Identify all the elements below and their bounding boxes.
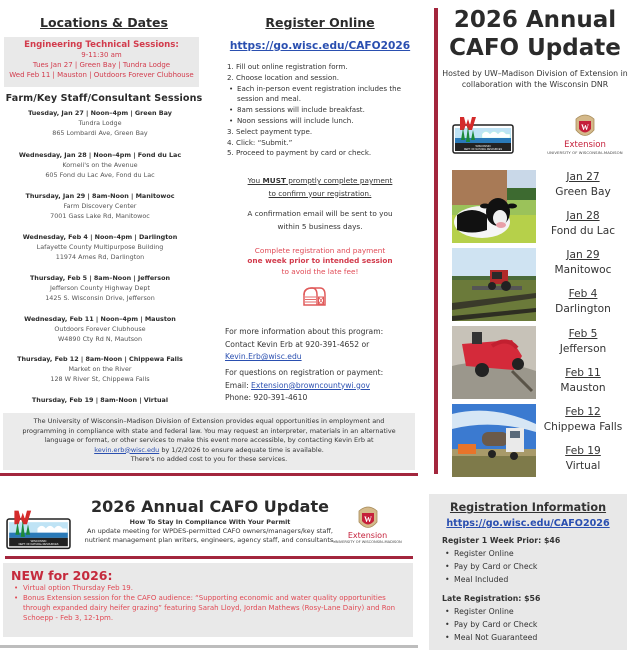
university-wordmark: UNIVERSITY OF WISCONSIN–MADISON xyxy=(333,540,402,544)
session-venue: Farm Discovery Center xyxy=(63,202,137,211)
date-place: Virtual xyxy=(565,460,601,472)
tier-item: • Pay by Card or Check xyxy=(442,618,622,631)
banner-description: An update meeting for WPDES-permitted CAFO owners/managers/key staff, nutrient management plan writers, engineers, agency staff, and consultants. xyxy=(84,527,336,544)
cow-photo xyxy=(452,170,536,243)
registration-steps xyxy=(227,62,422,159)
date-label: Feb 11 xyxy=(565,367,601,379)
tier-item: • Meal Included xyxy=(442,573,622,586)
tier-title: Late Registration: $56 xyxy=(442,594,541,603)
registration-info-link[interactable]: https://go.wisc.edu/CAFO2026 xyxy=(446,518,610,529)
disclaimer-line: by 1/2/2026 to ensure adequate time is available. xyxy=(159,445,324,454)
step: 5. Proceed to payment by card or check. xyxy=(227,148,372,158)
sub-step: • Noon sessions will include lunch. xyxy=(227,116,422,127)
date-label: Jan 28 xyxy=(566,210,600,222)
engineering-sessions-box xyxy=(4,37,199,87)
session-title: Tuesday, Jan 27 | Noon–4pm | Green Bay xyxy=(28,109,172,117)
date-place: Darlington xyxy=(555,303,611,315)
date-label: Jan 27 xyxy=(566,171,600,183)
session-item xyxy=(0,150,200,181)
new-heading: NEW for 2026: xyxy=(11,568,113,583)
new-items-list xyxy=(11,583,405,623)
late-line: to avoid the late fee! xyxy=(281,266,359,276)
late-fee-notice xyxy=(215,246,425,277)
session-address: W4890 Cty Rd N, Mautson xyxy=(57,335,143,344)
registration-link[interactable]: https://go.wisc.edu/CAFO2026 xyxy=(229,40,411,52)
engineering-line: Tues Jan 27 | Green Bay | Tundra Lodge xyxy=(32,61,171,69)
payment-notice xyxy=(215,175,425,200)
disclaimer-line: language or format, or other services to make this event more accessible, by contacting Kevin Erb at xyxy=(44,436,374,444)
svg-text:DEPT. OF NATURAL RESOURCES: DEPT. OF NATURAL RESOURCES xyxy=(463,148,503,151)
must-emphasis: MUST xyxy=(262,176,286,185)
dnr-text: WISCONSIN xyxy=(475,145,491,148)
extension-email-link[interactable]: Extension@browncountywi.gov xyxy=(251,380,370,390)
register-heading: Register Online xyxy=(265,15,375,30)
registration-info-heading: Registration Information xyxy=(449,501,607,514)
contact-line: Contact Kevin Erb at 920-391-4652 or xyxy=(225,339,370,349)
session-address: 7001 Gass Lake Rd, Manitowoc xyxy=(50,212,150,221)
disclaimer-line: The University of Wisconsin–Madison Division of Extension provides equal opportunities in employment and xyxy=(33,417,385,425)
university-wordmark: UNIVERSITY OF WISCONSIN–MADISON xyxy=(547,150,623,155)
red-divider xyxy=(5,556,413,559)
tractor-photo xyxy=(452,248,536,321)
date-label: Jan 29 xyxy=(566,249,600,261)
date-label: Feb 4 xyxy=(568,288,598,300)
manure-spreader-photo xyxy=(452,326,536,399)
step: 2. Choose location and session. xyxy=(227,72,339,82)
engineering-title: Engineering Technical Sessions: xyxy=(24,40,179,50)
wisconsin-dnr-logo xyxy=(452,116,514,154)
tier-item: • Register Online xyxy=(442,605,622,618)
session-item xyxy=(0,314,200,345)
step: 4. Click: “Submit.” xyxy=(227,137,293,147)
register-column xyxy=(215,0,425,408)
session-item xyxy=(0,191,200,222)
sub-step: • 8am sessions will include breakfast. xyxy=(227,105,422,116)
session-venue: Tundra Lodge xyxy=(78,119,122,128)
banner-title: 2026 Annual CAFO Update xyxy=(91,497,329,516)
session-title: Thursday, Feb 19 | 8am-Noon | Virtual xyxy=(31,396,169,404)
extension-wordmark: Extension xyxy=(564,140,606,150)
session-address: 11974 Ames Rd, Darlington xyxy=(55,253,145,262)
banner-subtitle: How To Stay In Compliance With Your Permit xyxy=(129,518,291,526)
phone-line: Phone: 920-391-4610 xyxy=(225,393,308,402)
session-title: Wednesday, Feb 11 | Noon–4pm | Mauston xyxy=(24,315,176,323)
date-entry xyxy=(536,444,630,474)
date-place: Mauston xyxy=(560,382,606,394)
tier-item: • Pay by Card or Check xyxy=(442,560,622,573)
session-venue: Korneli's on the Avenue xyxy=(62,161,138,170)
svg-text:DEPT. OF NATURAL RESOURCES: DEPT. OF NATURAL RESOURCES xyxy=(18,543,59,547)
confirm-line: A confirmation email will be sent to you xyxy=(247,209,393,218)
disclaimer-email-link[interactable]: kevin.erb@wisc.edu xyxy=(94,445,160,454)
svg-text:W: W xyxy=(581,123,589,132)
session-item xyxy=(0,273,200,304)
date-place: Jefferson xyxy=(559,343,607,355)
session-venue: Lafayette County Multipurpose Building xyxy=(36,243,164,252)
title-line: 2026 Annual xyxy=(453,7,617,33)
locations-heading: Locations & Dates xyxy=(40,15,168,30)
must-rest: promptly complete payment xyxy=(285,176,393,185)
red-vertical-divider xyxy=(434,8,438,474)
tier-item: • Meal Not Guaranteed xyxy=(442,631,622,644)
svg-text:WISCONSIN: WISCONSIN xyxy=(30,540,47,544)
equal-opportunity-disclaimer xyxy=(3,413,415,470)
date-place: Chippewa Falls xyxy=(543,421,623,433)
session-title: Wednesday, Jan 28 | Noon–4pm | Fond du Lac xyxy=(18,151,182,159)
confirm-line: within 5 business days. xyxy=(277,221,363,231)
session-venue: Outdoors Forever Clubhouse xyxy=(54,325,146,334)
email-label: Email: xyxy=(225,380,252,390)
session-address: 1425 S. Wisconsin Drive, Jefferson xyxy=(45,294,155,303)
disclaimer-line: programming in compliance with state and federal law. You may request an interpreter, materials in an alternative xyxy=(22,426,396,435)
late-tier xyxy=(442,592,622,644)
program-contact xyxy=(225,326,425,364)
kevin-email-link[interactable]: Kevin.Erb@wisc.edu xyxy=(225,352,302,361)
date-entry xyxy=(536,287,630,317)
registration-contact xyxy=(225,367,425,405)
engineering-line: Wed Feb 11 | Mauston | Outdoors Forever Clubhouse xyxy=(9,71,194,79)
session-item xyxy=(0,354,200,385)
session-item xyxy=(0,232,200,263)
date-entry xyxy=(536,248,630,278)
session-item xyxy=(0,395,200,405)
date-entry xyxy=(536,170,630,200)
must-prefix: You xyxy=(247,176,263,185)
must-line2: to confirm your registration. xyxy=(268,188,372,198)
disclaimer-line: There's no added cost to you for these services. xyxy=(130,455,288,463)
date-entry xyxy=(536,209,630,239)
uw-extension-logo xyxy=(540,113,630,161)
wisconsin-dnr-logo xyxy=(6,508,71,551)
session-address: 128 W River St, Chippewa Falls xyxy=(50,375,150,384)
uw-extension-logo xyxy=(320,503,415,553)
uw-crest-icon xyxy=(357,505,379,532)
contact-line: For more information about this program: xyxy=(225,327,384,336)
step: 3. Select payment type. xyxy=(227,126,313,136)
date-entry xyxy=(536,405,630,435)
late-line-bold: one week prior to intended session xyxy=(247,256,393,266)
red-divider xyxy=(0,473,418,476)
registration-info-box xyxy=(429,494,627,650)
locations-column xyxy=(0,0,215,408)
gray-divider xyxy=(0,645,418,648)
engineering-time: 9-11:30 am xyxy=(81,51,122,59)
session-address: 605 Fond du Lac Ave, Fond du Lac xyxy=(45,171,155,180)
date-place: Green Bay xyxy=(555,186,611,198)
tier-title: Register 1 Week Prior: $46 xyxy=(442,536,561,545)
session-venue: Jefferson County Highway Dept xyxy=(50,284,150,293)
farm-sessions-heading: Farm/Key Staff/Consultant Sessions xyxy=(5,93,203,104)
date-label: Feb 12 xyxy=(565,406,601,418)
tier-item: • Register Online xyxy=(442,547,622,560)
date-label: Feb 5 xyxy=(568,328,598,340)
date-place: Fond du Lac xyxy=(550,225,616,237)
contact-line: For questions on registration or payment: xyxy=(225,368,384,377)
svg-text:W: W xyxy=(364,515,372,524)
new-for-2026-box xyxy=(3,563,413,637)
date-entry xyxy=(536,327,630,357)
confirmation-notice xyxy=(215,208,425,233)
tanker-truck-photo xyxy=(452,404,536,477)
extension-wordmark: Extension xyxy=(347,531,388,540)
barn-icon xyxy=(301,285,327,307)
new-item: • Bonus Extension session for the CAFO audience: “Supporting economic and water quality opportunities through expanded dairy heifer grazing” featuring Sarah Lloyd, Jordan Mathews (Rosy-Lane Dairy) and Ron Schoepp - Feb 3, 12-1pm. xyxy=(11,593,405,623)
uw-crest-icon xyxy=(574,113,596,140)
session-title: Thursday, Jan 29 | 8am-Noon | Manitowoc xyxy=(25,192,175,200)
session-venue: Market on the River xyxy=(68,365,132,374)
session-title: Wednesday, Feb 4 | Noon–4pm | Darlington xyxy=(22,233,178,241)
page-title xyxy=(440,6,630,62)
title-line: CAFO Update xyxy=(449,35,621,61)
early-tier xyxy=(442,534,622,586)
session-title: Thursday, Feb 12 | 8am-Noon | Chippewa Falls xyxy=(17,355,183,363)
new-item: • Virtual option Thursday Feb 19. xyxy=(11,583,405,593)
date-label: Feb 19 xyxy=(565,445,601,457)
date-place: Manitowoc xyxy=(554,264,612,276)
date-entry xyxy=(536,366,630,396)
session-address: 865 Lombardi Ave, Green Bay xyxy=(52,129,148,138)
hosted-by-text: Hosted by UW–Madison Division of Extension in collaboration with the Wisconsin DNR xyxy=(442,69,628,90)
step: 1. Fill out online registration form. xyxy=(227,62,348,71)
late-line: Complete registration and payment xyxy=(254,246,386,255)
sub-step: • Each in-person event registration includes the session and meal. xyxy=(227,84,422,106)
session-item xyxy=(0,108,200,139)
session-title: Thursday, Feb 5 | 8am–Noon | Jefferson xyxy=(29,274,171,282)
